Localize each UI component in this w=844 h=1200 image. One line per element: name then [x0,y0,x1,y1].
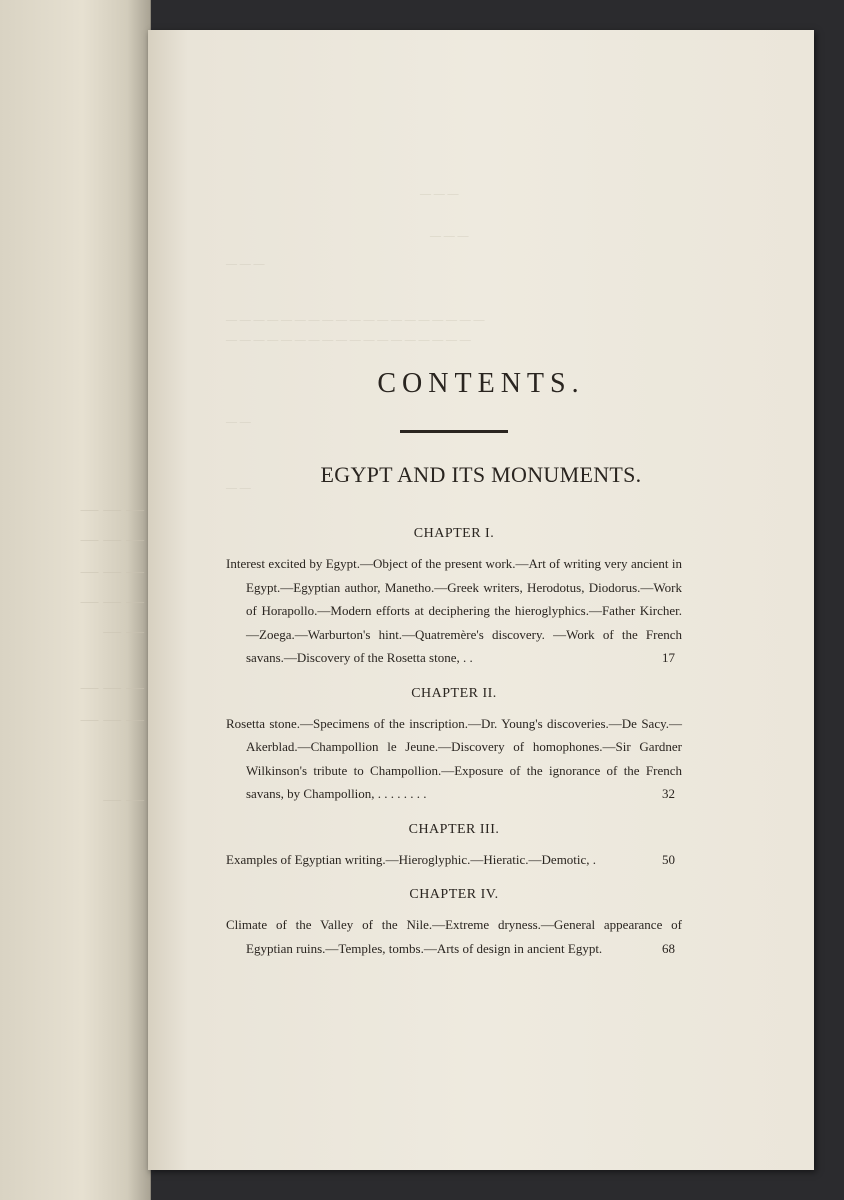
chapter-entry [226,887,682,960]
show-through-mark: — — — — — — — — — — — — — — — — — — [226,334,471,346]
show-through-line: — — — [80,676,144,698]
chapter-heading: CHAPTER I. [413,526,495,541]
chapter-heading: CHAPTER II. [411,685,497,701]
chapter-entry [226,822,682,872]
show-through-mark: — — — [226,258,265,270]
chapter-summary-text: Rosetta stone.—Specimens of the inscription.—Dr. Young's discoveries.—De Sacy.—Akerblad.—Champollion le Jeune.—Discovery of homophones.—Sir Gardner Wilkinson's tribute to Champollion.—Exposure of the ignorance of the French savans, by Champollion, . . . . . . . . [226,715,682,801]
section-title: EGYPT AND ITS MONUMENTS. [320,462,642,487]
page-title: CONTENTS. [377,368,585,399]
show-through-line: — — — [80,590,144,612]
chapter-summary: Rosetta stone.—Specimens of the inscription.—Dr. Young's discoveries.—De Sacy.—Akerblad.—Champollion le Jeune.—Discovery of homophones.—Sir Gardner Wilkinson's tribute to Champollion.—Exposure of the ignorance of the French savans, by Champollion, . . . . . . . . 32 [226,715,682,801]
show-through-line: — — — [80,560,144,582]
chapter-summary: Interest excited by Egypt.—Object of the present work.—Art of writing very ancient in Egypt.—Egyptian author, Manetho.—Greek writers, Herodotus, Diodorus.—Work of Horapollo.—Modern efforts at deciphering the hieroglyphics.—Father Kircher.—Zoega.—Warburton's hint.—Quatremère's discovery. —Work of the French savans.—Discovery of the Rosetta stone, . . 17 [226,556,682,665]
show-through-mark: — — — [430,230,469,242]
show-through-mark: — — — — — — — — — — — — — — — — — — — [226,314,485,326]
table-of-contents [226,526,682,976]
show-through-line: — — [103,620,144,642]
show-through-mark: — — — [420,188,459,200]
chapter-summary-text: Interest excited by Egypt.—Object of the present work.—Art of writing very ancient in Egypt.—Egyptian author, Manetho.—Greek writers, Herodotus, Diodorus.—Work of Horapollo.—Modern efforts at deciphering the hieroglyphics.—Father Kircher.—Zoega.—Warburton's hint.—Quatremère's discovery. —Work of the French savans.—Discovery of the Rosetta stone, . . [226,556,682,665]
chapter-heading: CHAPTER IV. [409,887,499,902]
chapter-summary: Examples of Egyptian writing.—Hieroglyphic.—Hieratic.—Demotic, . 50 [226,851,675,867]
chapter-heading: CHAPTER III. [408,821,500,837]
show-through-line: — — [103,788,144,810]
show-through-line: — — — [80,528,144,550]
show-through-mark: — — [226,416,251,428]
left-page [0,0,151,1200]
chapter-summary-text: Examples of Egyptian writing.—Hieroglyphic.—Hieratic.—Demotic, . [226,851,597,867]
show-through-line: — — — [80,498,144,520]
show-through-mark: — — [226,482,251,494]
contents-page [148,30,814,1170]
chapter-entry [226,686,682,806]
show-through-line: — — — [80,708,144,730]
chapter-summary-text: Climate of the Valley of the Nile.—Extreme dryness.—General appearance of Egyptian ruins.—Temples, tombs.—Arts of design in ancient Egypt. [226,917,682,956]
chapter-entry [226,526,682,670]
chapter-summary: Climate of the Valley of the Nile.—Extreme dryness.—General appearance of Egyptian ruins.—Temples, tombs.—Arts of design in ancient Egypt. 68 [226,917,682,956]
title-rule [400,430,508,433]
